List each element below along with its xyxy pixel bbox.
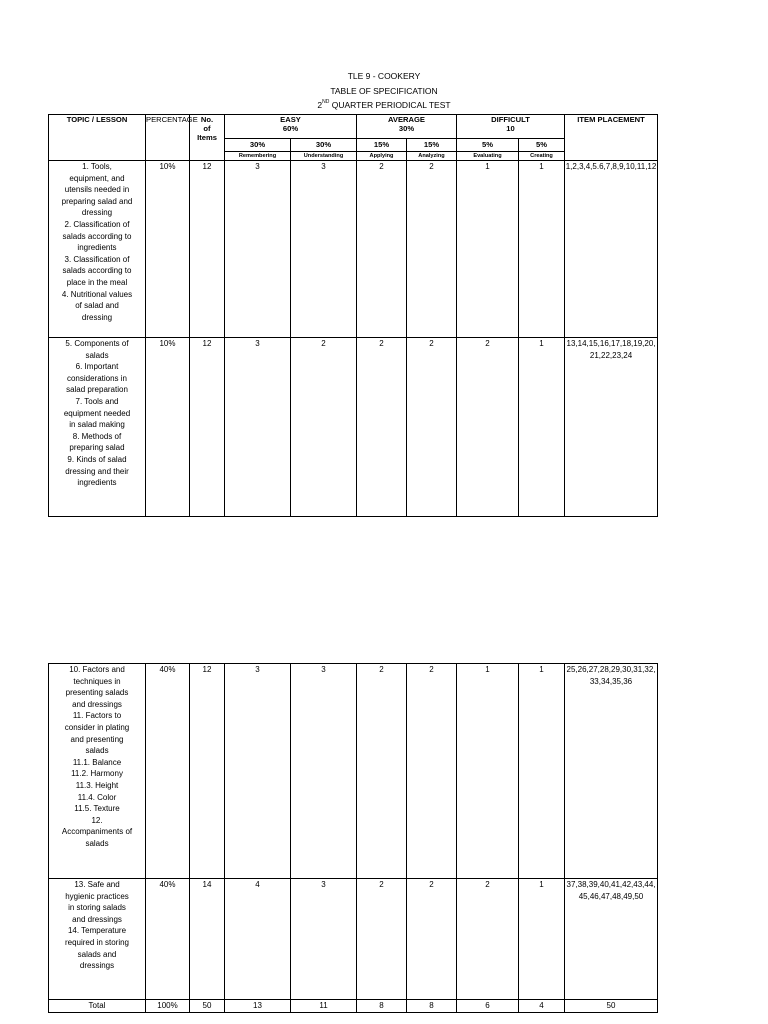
header-average-label: AVERAGE bbox=[388, 115, 425, 124]
remembering-cell: 4 bbox=[225, 879, 291, 1000]
evaluating-cell: 2 bbox=[457, 338, 519, 517]
items-cell: 12 bbox=[190, 664, 225, 879]
item-placement-cell: 25,26,27,28,29,30,31,32,33,34,35,36 bbox=[565, 664, 658, 879]
percentage-cell: 10% bbox=[146, 338, 190, 517]
topic-line: equipment needed bbox=[63, 408, 131, 418]
level-percent: 5% bbox=[519, 139, 565, 152]
topic-cell bbox=[49, 161, 146, 338]
topic-line: 10. Factors and bbox=[69, 665, 125, 674]
level-name: Applying bbox=[357, 152, 407, 161]
header-items-line: No. bbox=[200, 115, 214, 124]
topic-line: hygienic practices bbox=[65, 891, 129, 901]
header-percentage: PERCENTAGE bbox=[146, 115, 190, 161]
topic-line: 8. Methods of bbox=[72, 431, 122, 441]
topic-line: utensils needed in bbox=[64, 185, 130, 195]
level-percent: 30% bbox=[291, 139, 357, 152]
understanding-cell: 3 bbox=[291, 664, 357, 879]
applying-cell: 2 bbox=[357, 879, 407, 1000]
level-percent: 5% bbox=[457, 139, 519, 152]
level-name: Creating bbox=[519, 152, 565, 161]
quarter-ordinal-suffix: ND bbox=[322, 99, 330, 105]
total-understanding-cell: 11 bbox=[291, 1000, 357, 1013]
percentage-cell: 10% bbox=[146, 161, 190, 338]
topic-line: salads bbox=[85, 838, 109, 848]
topic-line: preparing salad and bbox=[61, 196, 133, 206]
topic-line: in storing salads bbox=[68, 903, 126, 913]
analyzing-cell: 2 bbox=[407, 161, 457, 338]
header-average bbox=[357, 115, 457, 139]
topic-line: considerations in bbox=[66, 373, 128, 383]
topic-line: dressing and their bbox=[65, 466, 129, 476]
creating-cell: 1 bbox=[519, 161, 565, 338]
items-cell: 12 bbox=[190, 338, 225, 517]
remembering-cell: 3 bbox=[225, 664, 291, 879]
topic-line: Accompaniments of bbox=[61, 827, 133, 837]
topic-line: 11.5. Texture bbox=[74, 804, 120, 814]
topic-line: 14. Temperature bbox=[67, 926, 127, 936]
evaluating-cell: 2 bbox=[457, 879, 519, 1000]
header-easy bbox=[225, 115, 357, 139]
topic-line: and dressings bbox=[72, 699, 122, 709]
header-topic: TOPIC / LESSON bbox=[49, 115, 146, 161]
topic-line: 2. Classification of bbox=[64, 219, 130, 229]
total-evaluating-cell: 6 bbox=[457, 1000, 519, 1013]
document-test-name bbox=[0, 99, 768, 111]
table-row bbox=[49, 664, 658, 879]
total-placement-cell: 50 bbox=[565, 1000, 658, 1013]
document-subtitle: TABLE OF SPECIFICATION bbox=[330, 86, 438, 96]
item-placement-cell: 37,38,39,40,41,42,43,44,45,46,47,48,49,50 bbox=[565, 879, 658, 1000]
topic-line: presenting salads bbox=[65, 688, 129, 698]
topic-line: techniques in bbox=[73, 676, 121, 686]
table-row bbox=[49, 161, 658, 338]
percentage-cell: 40% bbox=[146, 879, 190, 1000]
topic-line: 9. Kinds of salad bbox=[67, 454, 127, 464]
total-label-cell: Total bbox=[49, 1000, 146, 1013]
header-item-placement: ITEM PLACEMENT bbox=[565, 115, 658, 161]
header-difficult-label: DIFFICULT bbox=[491, 115, 530, 124]
quarter-number: 2 bbox=[317, 100, 323, 110]
analyzing-cell: 2 bbox=[407, 664, 457, 879]
topic-line: place in the meal bbox=[66, 277, 128, 287]
total-items-cell: 50 bbox=[190, 1000, 225, 1013]
level-name: Understanding bbox=[291, 152, 357, 161]
remembering-cell: 3 bbox=[225, 338, 291, 517]
topic-line: salads and bbox=[77, 949, 117, 959]
total-row bbox=[49, 1000, 658, 1013]
topic-line: ingredients bbox=[77, 478, 117, 488]
analyzing-cell: 2 bbox=[407, 879, 457, 1000]
topic-line: of salad and bbox=[75, 301, 119, 311]
topic-line: 7. Tools and bbox=[75, 396, 119, 406]
document-title: TLE 9 - COOKERY bbox=[347, 71, 421, 81]
topic-line: 11. Factors to bbox=[72, 711, 122, 721]
topic-line: 12. bbox=[91, 815, 103, 825]
topic-line: salads bbox=[85, 350, 109, 360]
item-placement-cell: 1,2,3,4,5.6,7,8,9,10,11,12 bbox=[565, 161, 658, 338]
topic-line: dressing bbox=[81, 208, 113, 218]
topic-line: 6. Important bbox=[75, 362, 119, 372]
topic-line: 1. Tools, bbox=[82, 162, 112, 171]
topic-line: consider in plating bbox=[64, 722, 130, 732]
header-items-line: Items bbox=[197, 133, 217, 142]
applying-cell: 2 bbox=[357, 338, 407, 517]
topic-line: and presenting bbox=[70, 734, 124, 744]
item-placement-cell: 13,14,15,16,17,18,19,20,21,22,23,24 bbox=[565, 338, 658, 517]
header-difficult-percent: 10 bbox=[506, 124, 515, 133]
table-row bbox=[49, 338, 658, 517]
topic-line: 3. Classification of bbox=[64, 254, 130, 264]
topic-line: and dressings bbox=[72, 914, 122, 924]
evaluating-cell: 1 bbox=[457, 664, 519, 879]
total-analyzing-cell: 8 bbox=[407, 1000, 457, 1013]
level-name: Analyzing bbox=[407, 152, 457, 161]
items-cell: 12 bbox=[190, 161, 225, 338]
creating-cell: 1 bbox=[519, 879, 565, 1000]
topic-line: salads bbox=[85, 746, 109, 756]
level-percent: 30% bbox=[225, 139, 291, 152]
topic-cell bbox=[49, 879, 146, 1000]
quarter-test-label: QUARTER PERIODICAL TEST bbox=[329, 100, 451, 110]
topic-line: 11.2. Harmony bbox=[71, 769, 123, 779]
topic-line: salad preparation bbox=[66, 385, 128, 395]
topic-cell bbox=[49, 338, 146, 517]
remembering-cell: 3 bbox=[225, 161, 291, 338]
topic-line: 5. Components of bbox=[65, 339, 129, 348]
topic-line: 11.1. Balance bbox=[72, 757, 122, 767]
topic-line: 13. Safe and bbox=[74, 880, 120, 889]
topic-line: 11.3. Height bbox=[75, 780, 119, 790]
specification-table-part-1 bbox=[48, 114, 658, 517]
total-remembering-cell: 13 bbox=[225, 1000, 291, 1013]
topic-line: dressing bbox=[81, 312, 113, 322]
level-name: Remembering bbox=[225, 152, 291, 161]
understanding-cell: 2 bbox=[291, 338, 357, 517]
applying-cell: 2 bbox=[357, 664, 407, 879]
level-percent: 15% bbox=[357, 139, 407, 152]
header-easy-percent: 60% bbox=[282, 124, 299, 133]
table-row bbox=[49, 879, 658, 1000]
level-percent: 15% bbox=[407, 139, 457, 152]
specification-table-part-2 bbox=[48, 663, 658, 1013]
analyzing-cell: 2 bbox=[407, 338, 457, 517]
table-header-row bbox=[49, 115, 658, 139]
topic-line: ingredients bbox=[77, 243, 117, 253]
topic-line: 4. Nutritional values bbox=[61, 289, 133, 299]
applying-cell: 2 bbox=[357, 161, 407, 338]
topic-line: equipment, and bbox=[69, 173, 125, 183]
total-percentage-cell: 100% bbox=[146, 1000, 190, 1013]
topic-line: 11.4. Color bbox=[77, 792, 117, 802]
total-applying-cell: 8 bbox=[357, 1000, 407, 1013]
creating-cell: 1 bbox=[519, 338, 565, 517]
topic-line: required in storing bbox=[64, 937, 130, 947]
header-difficult bbox=[457, 115, 565, 139]
topic-line: dressings bbox=[79, 961, 115, 971]
topic-line: preparing salad bbox=[69, 443, 125, 453]
level-name: Evaluating bbox=[457, 152, 519, 161]
topic-line: in salad making bbox=[69, 420, 125, 430]
header-items-line: of bbox=[203, 124, 211, 133]
understanding-cell: 3 bbox=[291, 161, 357, 338]
topic-line: salads according to bbox=[62, 266, 132, 276]
percentage-cell: 40% bbox=[146, 664, 190, 879]
creating-cell: 1 bbox=[519, 664, 565, 879]
header-average-percent: 30% bbox=[398, 124, 415, 133]
total-creating-cell: 4 bbox=[519, 1000, 565, 1013]
items-cell: 14 bbox=[190, 879, 225, 1000]
header-easy-label: EASY bbox=[280, 115, 301, 124]
topic-cell bbox=[49, 664, 146, 879]
topic-line: salads according to bbox=[62, 231, 132, 241]
understanding-cell: 3 bbox=[291, 879, 357, 1000]
evaluating-cell: 1 bbox=[457, 161, 519, 338]
